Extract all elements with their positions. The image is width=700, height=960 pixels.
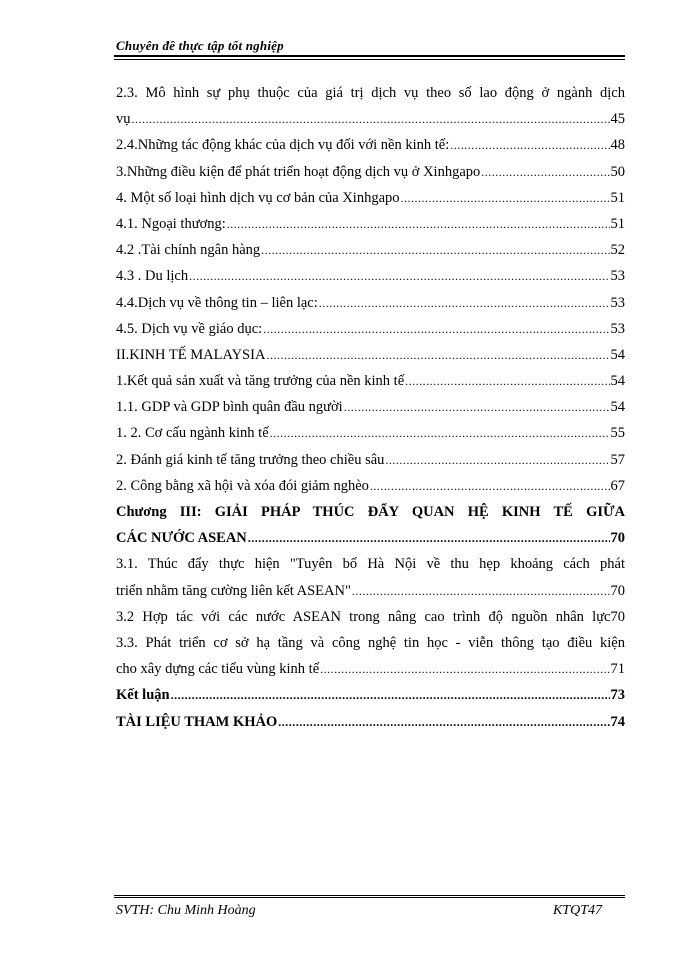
toc-entry[interactable] [116, 473, 625, 499]
toc-dot-leader [261, 237, 609, 263]
toc-page-number: 53 [610, 294, 625, 311]
toc-entry[interactable] [116, 80, 625, 106]
toc-dot-leader [352, 578, 610, 604]
toc-page-number: 67 [610, 477, 625, 494]
toc-entry[interactable] [116, 290, 625, 316]
toc-entry[interactable] [116, 682, 625, 708]
toc-entry[interactable] [116, 709, 625, 735]
toc-entry-title: 2.3. Mô hình sự phụ thuộc của giá trị dịch vụ theo số lao động ở ngành dịch [116, 85, 625, 101]
toc-entry-title: 4.1. Ngoại thương: [116, 215, 226, 232]
toc-entry-title: 2. Công bằng xã hội và xóa đói giảm nghèo [116, 477, 369, 494]
toc-entry-title: 3.2 Hợp tác với các nước ASEAN trong nâng cao trình độ nguồn nhân lực70 [116, 608, 625, 625]
toc-entry-title: 3.Những điều kiện để phát triển hoạt động dịch vụ ở Xinhgapo [116, 163, 481, 180]
toc-page-number: 74 [610, 713, 625, 730]
toc-entry-title: Chương III: GIẢI PHÁP THÚC ĐẨY QUAN HỆ KINH TẾ GIỮA [116, 504, 625, 520]
toc-page-number: 73 [610, 687, 625, 704]
footer-code: KTQT47 [552, 903, 602, 918]
toc-dot-leader [405, 368, 609, 394]
toc-dot-leader [385, 447, 609, 473]
toc-entry[interactable] [116, 368, 625, 394]
toc-entry-title: vụ [116, 111, 131, 128]
toc-page-number: 54 [610, 399, 625, 416]
toc-page-number: 51 [610, 189, 625, 206]
toc-entry[interactable] [116, 394, 625, 420]
toc-dot-leader [189, 263, 609, 289]
toc-entry[interactable] [116, 132, 625, 158]
toc-page-number: 48 [610, 137, 625, 154]
toc-entry-title: 3.3. Phát triển cơ sở hạ tầng và công nghệ tin học - viễn thông tạo điều kiện [116, 634, 625, 651]
toc-entry[interactable] [116, 447, 625, 473]
toc-entry-title: 1. 2. Cơ cấu ngành kinh tế [116, 425, 269, 442]
toc-entry-title: 4.2 .Tài chính ngân hàng [116, 242, 261, 259]
toc-dot-leader [370, 473, 610, 499]
toc-entry-title: 4.4.Dịch vụ về thông tin – liên lạc: [116, 294, 318, 311]
toc-entry-title: 4.5. Dịch vụ về giáo dục: [116, 320, 263, 337]
toc-entry[interactable] [116, 656, 625, 682]
toc-page-number: 70 [610, 582, 625, 599]
toc-dot-leader [450, 132, 609, 158]
toc-page-number: 71 [610, 661, 625, 678]
toc-entry[interactable] [116, 551, 625, 577]
page-header-title: Chuyên đề thực tập tốt nghiệp [116, 38, 284, 53]
toc-dot-leader [263, 316, 609, 342]
toc-dot-leader [319, 290, 610, 316]
toc-entry-title: cho xây dựng các tiểu vùng kinh tế [116, 661, 320, 678]
header-rule [114, 55, 625, 57]
toc-page-number: 55 [610, 425, 625, 442]
footer-author: SVTH: Chu Minh Hoàng [116, 903, 256, 918]
toc-entry[interactable] [116, 499, 625, 525]
toc-entry[interactable] [116, 211, 625, 237]
toc-entry-title: 4. Một số loại hình dịch vụ cơ bản của Xinhgapo [116, 189, 400, 206]
toc-dot-leader [278, 709, 609, 735]
toc-dot-leader [132, 106, 610, 132]
toc-dot-leader [227, 211, 610, 237]
toc-dot-leader [171, 682, 610, 708]
toc-dot-leader [481, 159, 609, 185]
toc-page-number: 70 [610, 530, 625, 547]
toc-entry[interactable] [116, 159, 625, 185]
toc-entry[interactable] [116, 237, 625, 263]
toc-dot-leader [401, 185, 610, 211]
toc-entry-title: 1.1. GDP và GDP bình quân đầu người [116, 399, 343, 416]
toc-entry-title: Kết luận [116, 687, 170, 704]
toc-entry-title: II.KINH TẾ MALAYSIA [116, 346, 266, 363]
toc-entry[interactable] [116, 604, 625, 630]
toc-entry-title: 3.1. Thúc đẩy thực hiện "Tuyên bố Hà Nội về thu hẹp khoảng cách phát [116, 556, 625, 573]
footer-rule [114, 895, 625, 898]
toc-page-number: 53 [610, 268, 625, 285]
toc-entry-title: TÀI LIỆU THAM KHẢO [116, 713, 278, 730]
toc-entry-title: 2. Đánh giá kinh tế tăng trưởng theo chiều sâu [116, 451, 385, 468]
toc-entry[interactable] [116, 525, 625, 551]
toc-entry[interactable] [116, 106, 625, 132]
toc-page-number: 54 [610, 346, 625, 363]
header-rule-thin [114, 59, 625, 60]
toc-page-number: 50 [610, 163, 625, 180]
toc-entry[interactable] [116, 420, 625, 446]
toc-page-number: 54 [610, 373, 625, 390]
toc-page-number: 57 [610, 451, 625, 468]
table-of-contents [116, 80, 625, 735]
toc-page-number: 51 [610, 215, 625, 232]
toc-entry-title: 1.Kết quả sản xuất và tăng trưởng của nền kinh tế [116, 373, 405, 390]
toc-dot-leader [248, 525, 610, 551]
toc-entry[interactable] [116, 342, 625, 368]
toc-entry-title: CÁC NƯỚC ASEAN [116, 530, 247, 547]
toc-entry-title: 4.3 . Du lịch [116, 268, 189, 285]
toc-page-number: 45 [610, 111, 625, 128]
toc-entry[interactable] [116, 185, 625, 211]
toc-page-number: 52 [610, 242, 625, 259]
toc-dot-leader [266, 342, 609, 368]
toc-entry[interactable] [116, 263, 625, 289]
toc-entry-title: 2.4.Những tác động khác của dịch vụ đối với nền kinh tế: [116, 137, 450, 154]
toc-dot-leader [320, 656, 609, 682]
toc-dot-leader [344, 394, 610, 420]
toc-entry[interactable] [116, 578, 625, 604]
toc-entry-title: triển nhằm tăng cường liên kết ASEAN" [116, 582, 351, 599]
toc-entry[interactable] [116, 630, 625, 656]
toc-entry[interactable] [116, 316, 625, 342]
toc-page-number: 53 [610, 320, 625, 337]
toc-dot-leader [270, 420, 610, 446]
